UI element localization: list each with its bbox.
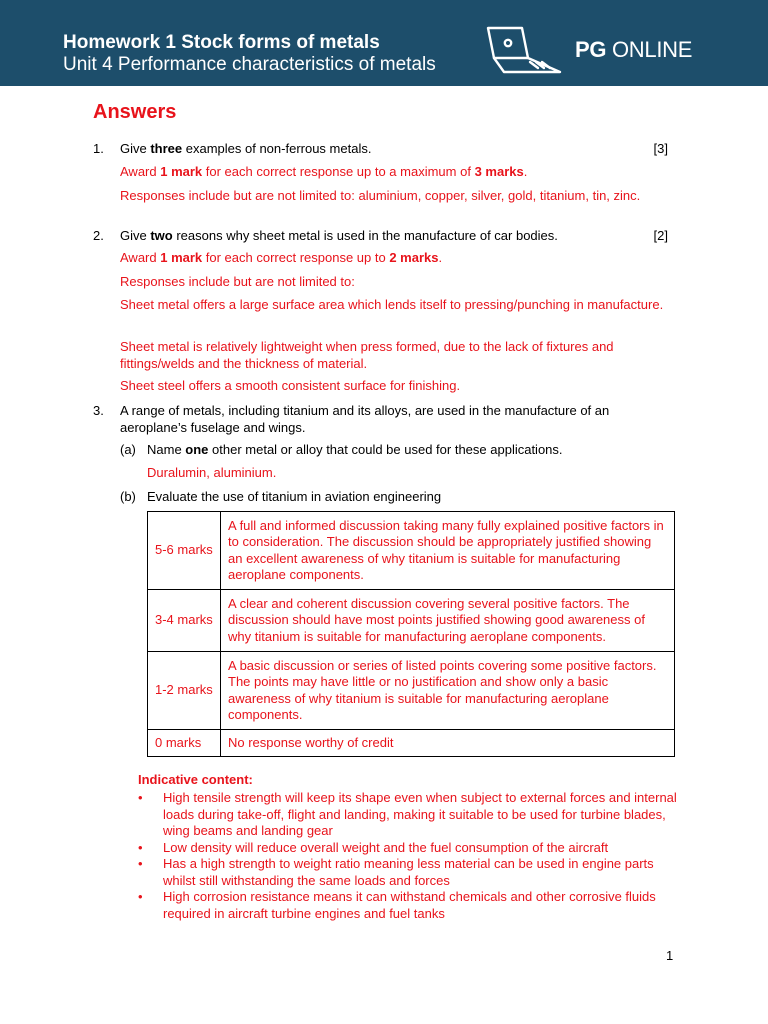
mark-band: 1-2 marks [148, 652, 221, 730]
q3a-answer: Duralumin, aluminium. [147, 465, 277, 480]
page-header [0, 0, 768, 86]
q3-text: A range of metals, including titanium and its alloys, are used in the manufacture of an aeroplane’s fuselage and wings. [120, 403, 610, 435]
q2-response-1: Sheet metal offers a large surface area which lends itself to pressing/punching in manufacture. [120, 297, 664, 312]
list-item: • High tensile strength will keep its shape even when subject to external forces and internal loads during take-off, flight and landing, making it suitable to be used for turbine blades, wing beams and landing gear [138, 790, 678, 840]
document-title: Homework 1 Stock forms of metals [63, 32, 380, 53]
mark-descriptor: No response worthy of credit [221, 730, 675, 757]
q3a-label: (a) [120, 442, 136, 457]
list-item: • Low density will reduce overall weight and the fuel consumption of the aircraft [138, 840, 678, 857]
q2-marks: [2] [653, 228, 668, 243]
q1-award: Award 1 mark for each correct response up to a maximum of 3 marks. [120, 164, 528, 179]
table-row [148, 652, 675, 730]
mark-descriptor: A basic discussion or series of listed points covering some positive factors. The points may have little or no justification and show only a basic awareness of why titanium is suitable for manufacturing aeroplane components. [221, 652, 675, 730]
laptop-icon [484, 24, 564, 78]
q2-text: Give two reasons why sheet metal is used in the manufacture of car bodies. [120, 228, 558, 243]
q2-response-2: Sheet metal is relatively lightweight when press formed, due to the lack of fixtures and fittings/welds and the thickness of material. [120, 339, 614, 371]
brand-logo-text: PG ONLINE [575, 37, 693, 62]
mark-scheme-table [147, 511, 675, 757]
mark-descriptor: A clear and coherent discussion covering several positive factors. The discussion should have most points justified showing good awareness of why titanium is suitable for manufacturing aeroplane components. [221, 590, 675, 652]
q2-number: 2. [93, 228, 104, 243]
q2-response-3: Sheet steel offers a smooth consistent surface for finishing. [120, 378, 461, 393]
q1-text: Give three examples of non-ferrous metals. [120, 141, 372, 156]
mark-band: 5-6 marks [148, 512, 221, 590]
table-row [148, 730, 675, 757]
mark-band: 0 marks [148, 730, 221, 757]
q3b-label: (b) [120, 489, 136, 504]
indicative-content-heading: Indicative content: [138, 772, 253, 787]
table-row [148, 512, 675, 590]
q1-responses: Responses include but are not limited to: aluminium, copper, silver, gold, titanium, tin, zinc. [120, 188, 641, 203]
list-item: • Has a high strength to weight ratio meaning less material can be used in engine parts whilst still withstanding the same loads and forces [138, 856, 678, 889]
document-subtitle: Unit 4 Performance characteristics of metals [63, 54, 436, 75]
table-row [148, 590, 675, 652]
mark-band: 3-4 marks [148, 590, 221, 652]
answers-heading: Answers [93, 101, 177, 123]
list-item: • High corrosion resistance means it can withstand chemicals and other corrosive fluids required in aircraft turbine engines and fuel tanks [138, 889, 678, 922]
page-number: 1 [666, 948, 674, 963]
q3-number: 3. [93, 403, 104, 418]
q1-number: 1. [93, 141, 104, 156]
q2-responses: Responses include but are not limited to: [120, 274, 355, 289]
mark-descriptor: A full and informed discussion taking many fully explained positive factors in to consideration. The discussion should be appropriately justified showing an excellent awareness of why titanium is suitable for manufacturing aeroplane components. [221, 512, 675, 590]
q3b-text: Evaluate the use of titanium in aviation engineering [147, 489, 442, 504]
q3a-text: Name one other metal or alloy that could be used for these applications. [147, 442, 563, 457]
q2-award: Award 1 mark for each correct response up to 2 marks. [120, 250, 443, 265]
q1-marks: [3] [653, 141, 668, 156]
indicative-content-list [138, 790, 678, 922]
